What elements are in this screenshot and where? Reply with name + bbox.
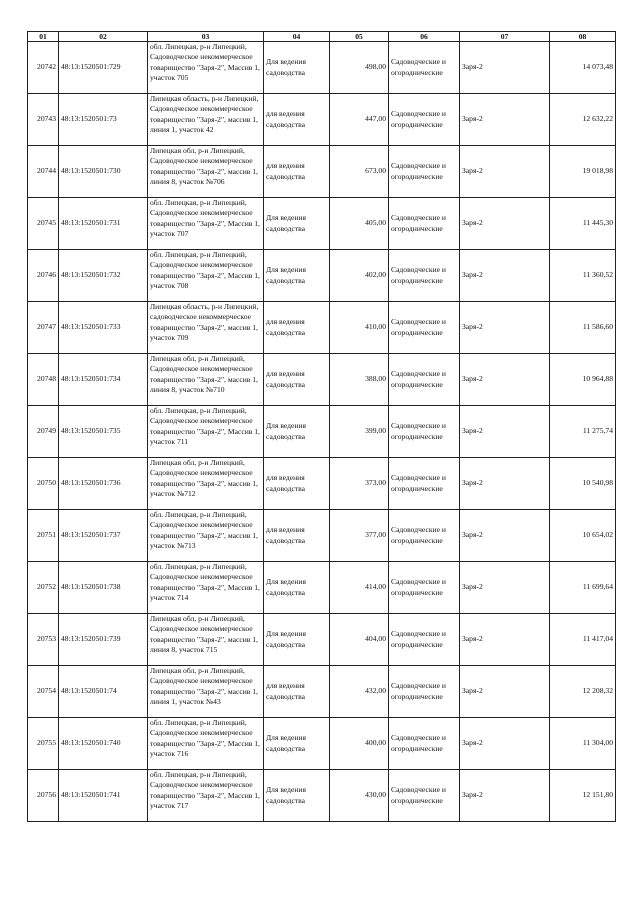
cadastral-number-cell: 48:13:1520501:736 <box>59 458 148 510</box>
row-number-cell: 20752 <box>28 562 59 614</box>
cadastral-value-cell: 11 445,30 <box>550 198 616 250</box>
row-number-cell: 20750 <box>28 458 59 510</box>
permitted-use-cell: Для ведения садоводства <box>264 770 330 822</box>
cadastral-number-cell: 48:13:1520501:734 <box>59 354 148 406</box>
area-cell: 399,00 <box>330 406 389 458</box>
partnership-name-cell: Заря-2 <box>460 458 550 510</box>
cadastral-number-cell: 48:13:1520501:738 <box>59 562 148 614</box>
permitted-use-cell: для ведения садоводства <box>264 458 330 510</box>
cadastral-value-cell: 12 151,80 <box>550 770 616 822</box>
column-header: 01 <box>28 32 59 42</box>
cadastral-number-cell: 48:13:1520501:732 <box>59 250 148 302</box>
partnership-name-cell: Заря-2 <box>460 250 550 302</box>
address-cell <box>148 614 264 666</box>
land-category-cell: Садоводческие и огороднические <box>389 42 460 94</box>
table-row <box>28 250 616 302</box>
cadastral-value-cell: 11 304,00 <box>550 718 616 770</box>
column-header: 04 <box>264 32 330 42</box>
land-category-cell: Садоводческие и огороднические <box>389 94 460 146</box>
cadastral-value-cell: 11 417,04 <box>550 614 616 666</box>
area-cell: 414,00 <box>330 562 389 614</box>
table-row <box>28 562 616 614</box>
row-number-cell: 20747 <box>28 302 59 354</box>
land-category-cell: Садоводческие и огороднические <box>389 510 460 562</box>
area-cell: 400,00 <box>330 718 389 770</box>
table-row <box>28 458 616 510</box>
table-row <box>28 42 616 94</box>
partnership-name-cell: Заря-2 <box>460 666 550 718</box>
partnership-name-cell: Заря-2 <box>460 94 550 146</box>
cadastral-value-cell: 10 540,98 <box>550 458 616 510</box>
cadastral-number-cell: 48:13:1520501:740 <box>59 718 148 770</box>
address-cell <box>148 42 264 94</box>
row-number-cell: 20743 <box>28 94 59 146</box>
cadastral-value-cell: 14 073,48 <box>550 42 616 94</box>
address-cell <box>148 406 264 458</box>
address-text: обл. Липецкая, р-н Липецкий, Садоводческое некоммерческое товарищество "Заря-2", Массив 1, участок 714 <box>150 562 260 602</box>
address-text: обл. Липецкая, р-н Липецкий, Садоводческое некоммерческое товарищество "Заря-2", массив 1, участок №713 <box>150 510 258 550</box>
partnership-name-cell: Заря-2 <box>460 614 550 666</box>
land-category-cell: Садоводческие и огороднические <box>389 770 460 822</box>
column-header: 07 <box>460 32 550 42</box>
address-text: обл. Липецкая, р-н Липецкий, Садоводческое некоммерческое товарищество "Заря-2", Массив 1, участок 711 <box>150 406 260 446</box>
cadastral-number-cell: 48:13:1520501:730 <box>59 146 148 198</box>
land-category-cell: Садоводческие и огороднические <box>389 302 460 354</box>
address-text: Липецкая обл, р-н Липецкий, Садоводческое некоммерческое товарищество "Заря-2", массив 1, линия 8, участок 715 <box>150 614 258 654</box>
address-text: Липецкая обл, р-н Липецкий, Садоводческое некоммерческое товарищество "Заря-2", массив 1, линия 1, участок №43 <box>150 666 258 706</box>
area-cell: 388,00 <box>330 354 389 406</box>
partnership-name-cell: Заря-2 <box>460 354 550 406</box>
partnership-name-cell: Заря-2 <box>460 42 550 94</box>
land-category-cell: Садоводческие и огороднические <box>389 146 460 198</box>
area-cell: 498,00 <box>330 42 389 94</box>
area-cell: 432,00 <box>330 666 389 718</box>
cadastral-value-cell: 11 360,52 <box>550 250 616 302</box>
column-header: 06 <box>389 32 460 42</box>
area-cell: 377,00 <box>330 510 389 562</box>
address-text: Липецкая обл, р-н Липецкий, Садоводческое некоммерческое товарищество "Заря-2", массив 1, линия 8, участок №706 <box>150 146 258 186</box>
address-text: обл. Липецкая, р-н Липецкий, Садоводческое некоммерческое товарищество "Заря-2", Массив 1, участок 707 <box>150 198 260 238</box>
land-category-cell: Садоводческие и огороднические <box>389 198 460 250</box>
land-category-cell: Садоводческие и огороднические <box>389 458 460 510</box>
table-row <box>28 94 616 146</box>
address-cell <box>148 458 264 510</box>
row-number-cell: 20751 <box>28 510 59 562</box>
address-text: Липецкая область, р-н Липецкий, Садоводческое некоммерческое товарищество "Заря-2", массив 1, линия 1, участок 42 <box>150 94 259 134</box>
table-row <box>28 510 616 562</box>
cadastral-value-cell: 11 586,60 <box>550 302 616 354</box>
table-header-row <box>28 32 616 42</box>
land-registry-table <box>27 31 616 822</box>
land-category-cell: Садоводческие и огороднические <box>389 666 460 718</box>
table-row <box>28 770 616 822</box>
row-number-cell: 20745 <box>28 198 59 250</box>
row-number-cell: 20744 <box>28 146 59 198</box>
partnership-name-cell: Заря-2 <box>460 510 550 562</box>
column-header: 08 <box>550 32 616 42</box>
permitted-use-cell: для ведения садоводства <box>264 354 330 406</box>
partnership-name-cell: Заря-2 <box>460 198 550 250</box>
table-row <box>28 614 616 666</box>
cadastral-value-cell: 19 018,98 <box>550 146 616 198</box>
cadastral-value-cell: 10 964,88 <box>550 354 616 406</box>
cadastral-value-cell: 11 275,74 <box>550 406 616 458</box>
column-header: 02 <box>59 32 148 42</box>
address-cell <box>148 250 264 302</box>
cadastral-value-cell: 10 654,02 <box>550 510 616 562</box>
cadastral-number-cell: 48:13:1520501:735 <box>59 406 148 458</box>
table-row <box>28 302 616 354</box>
address-text: обл. Липецкая, р-н Липецкий, Садоводческое некоммерческое товарищество "Заря-2", Массив 1, участок 705 <box>150 42 260 82</box>
address-text: Липецкая обл, р-н Липецкий, Садоводческое некоммерческое товарищество "Заря-2", массив 1, линия 8, участок №710 <box>150 354 258 394</box>
address-cell <box>148 302 264 354</box>
cadastral-number-cell: 48:13:1520501:729 <box>59 42 148 94</box>
address-cell <box>148 562 264 614</box>
land-category-cell: Садоводческие и огороднические <box>389 406 460 458</box>
permitted-use-cell: Для ведения садоводства <box>264 718 330 770</box>
address-cell <box>148 146 264 198</box>
area-cell: 410,00 <box>330 302 389 354</box>
cadastral-number-cell: 48:13:1520501:733 <box>59 302 148 354</box>
permitted-use-cell: для ведения садоводства <box>264 94 330 146</box>
address-cell <box>148 510 264 562</box>
row-number-cell: 20746 <box>28 250 59 302</box>
address-cell <box>148 94 264 146</box>
cadastral-number-cell: 48:13:1520501:74 <box>59 666 148 718</box>
row-number-cell: 20753 <box>28 614 59 666</box>
partnership-name-cell: Заря-2 <box>460 406 550 458</box>
row-number-cell: 20742 <box>28 42 59 94</box>
table-row <box>28 354 616 406</box>
table-row <box>28 666 616 718</box>
area-cell: 430,00 <box>330 770 389 822</box>
column-header: 03 <box>148 32 264 42</box>
permitted-use-cell: Для ведения садоводства <box>264 614 330 666</box>
permitted-use-cell: для ведения садоводства <box>264 666 330 718</box>
cadastral-number-cell: 48:13:1520501:739 <box>59 614 148 666</box>
address-text: обл. Липецкая, р-н Липецкий, Садоводческое некоммерческое товарищество "Заря-2", Массив 1, участок 717 <box>150 770 260 810</box>
partnership-name-cell: Заря-2 <box>460 770 550 822</box>
partnership-name-cell: Заря-2 <box>460 562 550 614</box>
address-cell <box>148 666 264 718</box>
document-page <box>27 31 615 822</box>
table-row <box>28 406 616 458</box>
cadastral-number-cell: 48:13:1520501:73 <box>59 94 148 146</box>
partnership-name-cell: Заря-2 <box>460 302 550 354</box>
area-cell: 373,00 <box>330 458 389 510</box>
land-category-cell: Садоводческие и огороднические <box>389 562 460 614</box>
address-cell <box>148 718 264 770</box>
permitted-use-cell: для ведения садоводства <box>264 146 330 198</box>
cadastral-number-cell: 48:13:1520501:731 <box>59 198 148 250</box>
row-number-cell: 20748 <box>28 354 59 406</box>
row-number-cell: 20754 <box>28 666 59 718</box>
permitted-use-cell: для ведения садоводства <box>264 302 330 354</box>
address-text: Липецкая обл, р-н Липецкий, Садоводческое некоммерческое товарищество "Заря-2", массив 1, участок №712 <box>150 458 258 498</box>
land-category-cell: Садоводческие и огороднические <box>389 718 460 770</box>
land-category-cell: Садоводческие и огороднические <box>389 614 460 666</box>
area-cell: 447,00 <box>330 94 389 146</box>
area-cell: 402,00 <box>330 250 389 302</box>
address-text: Липецкая область, р-н Липецкий, садоводческое некоммерческое товарищество "Заря-2", массив 1, участок 709 <box>150 302 259 342</box>
address-cell <box>148 198 264 250</box>
land-category-cell: Садоводческие и огороднические <box>389 354 460 406</box>
permitted-use-cell: Для ведения садоводства <box>264 42 330 94</box>
area-cell: 404,00 <box>330 614 389 666</box>
permitted-use-cell: Для ведения садоводства <box>264 198 330 250</box>
cadastral-value-cell: 12 208,32 <box>550 666 616 718</box>
column-header: 05 <box>330 32 389 42</box>
address-text: обл. Липецкая, р-н Липецкий, Садоводческое некоммерческое товарищество "Заря-2", Массив 1, участок 708 <box>150 250 260 290</box>
address-cell <box>148 354 264 406</box>
table-row <box>28 198 616 250</box>
table-row <box>28 146 616 198</box>
cadastral-value-cell: 12 632,22 <box>550 94 616 146</box>
permitted-use-cell: Для ведения садоводства <box>264 406 330 458</box>
permitted-use-cell: Для ведения садоводства <box>264 250 330 302</box>
address-text: обл. Липецкая, р-н Липецкий, Садоводческое некоммерческое товарищество "Заря-2", Массив 1, участок 716 <box>150 718 260 758</box>
land-category-cell: Садоводческие и огороднические <box>389 250 460 302</box>
row-number-cell: 20749 <box>28 406 59 458</box>
row-number-cell: 20755 <box>28 718 59 770</box>
address-cell <box>148 770 264 822</box>
permitted-use-cell: для ведения садоводства <box>264 510 330 562</box>
partnership-name-cell: Заря-2 <box>460 146 550 198</box>
permitted-use-cell: Для ведения садоводства <box>264 562 330 614</box>
table-row <box>28 718 616 770</box>
area-cell: 405,00 <box>330 198 389 250</box>
cadastral-value-cell: 11 699,64 <box>550 562 616 614</box>
cadastral-number-cell: 48:13:1520501:741 <box>59 770 148 822</box>
area-cell: 673,00 <box>330 146 389 198</box>
cadastral-number-cell: 48:13:1520501:737 <box>59 510 148 562</box>
row-number-cell: 20756 <box>28 770 59 822</box>
partnership-name-cell: Заря-2 <box>460 718 550 770</box>
